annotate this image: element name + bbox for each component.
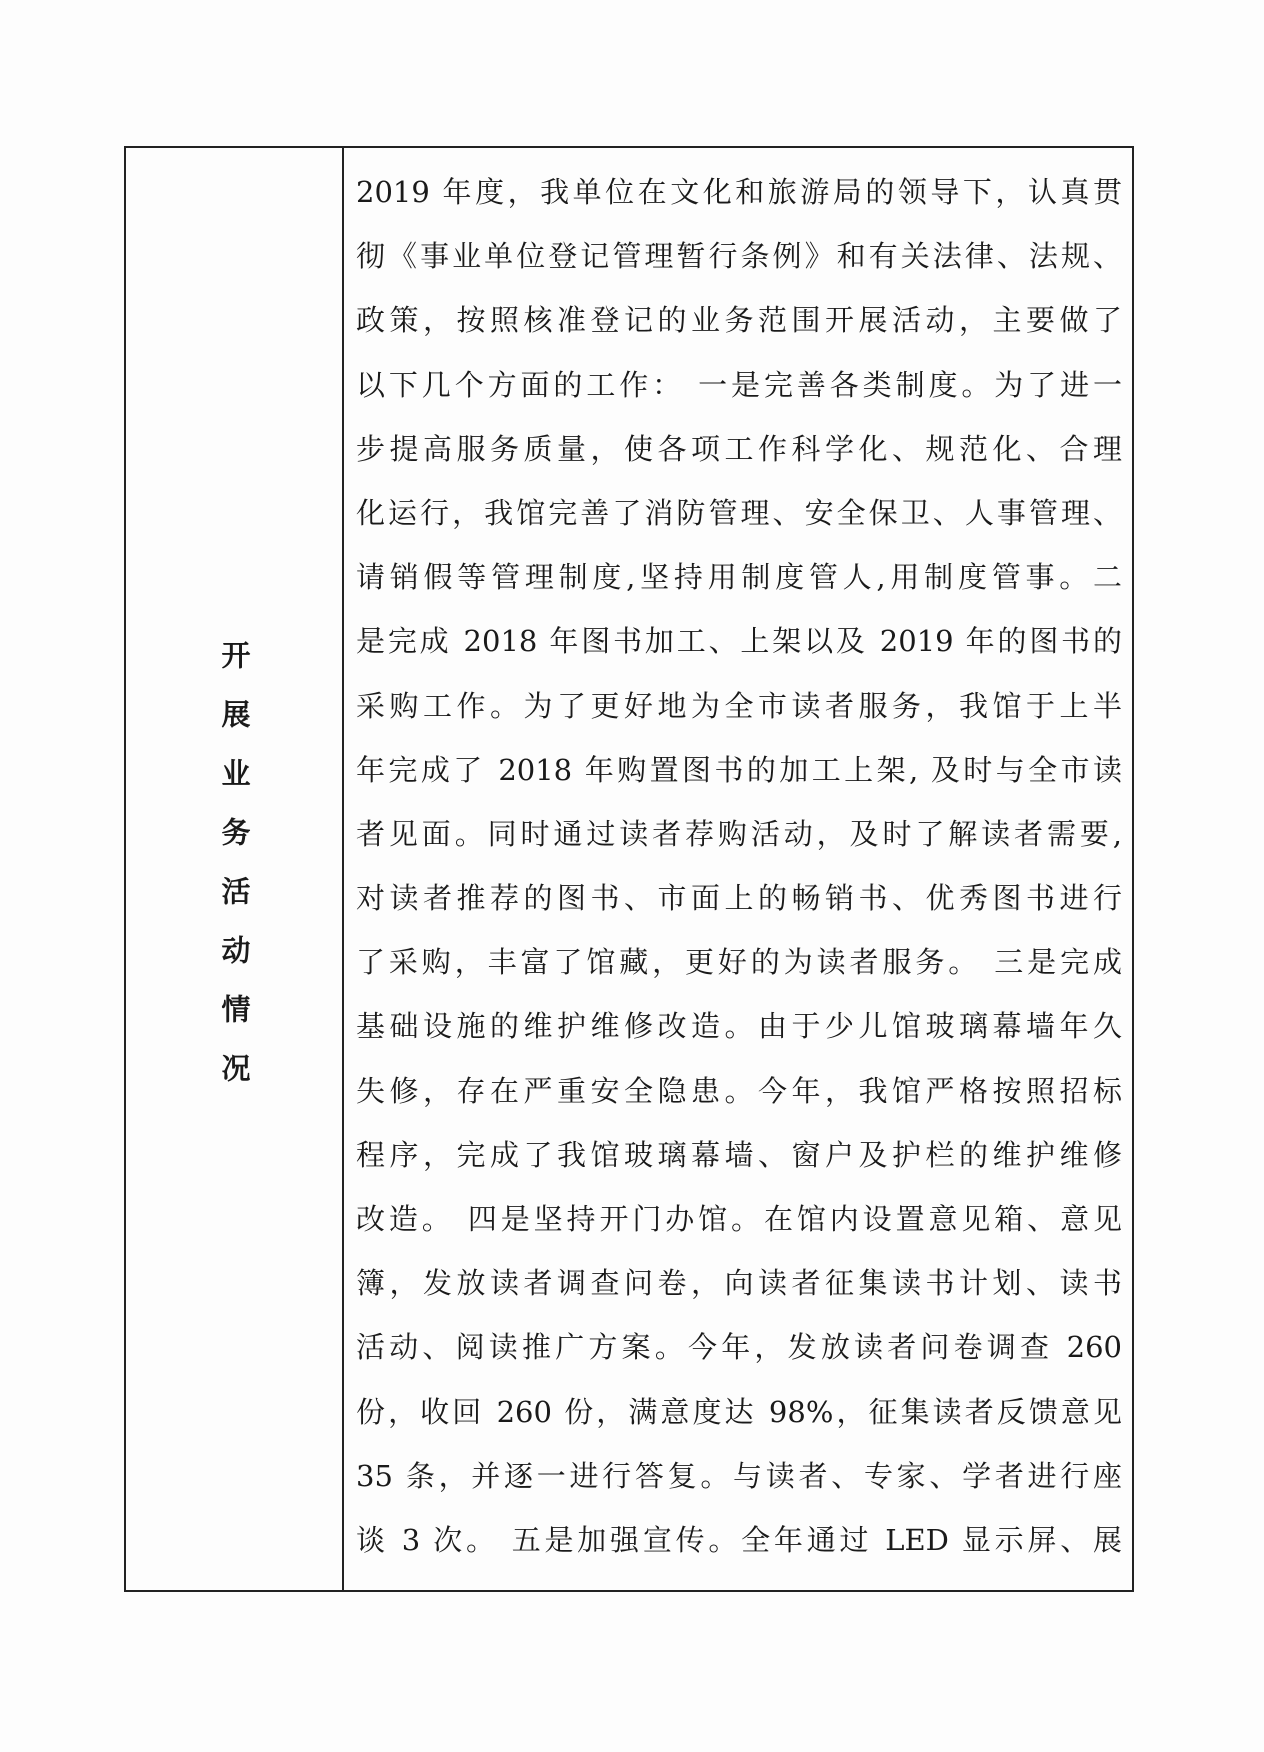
- body-line: 年完成了 2018 年购置图书的加工上架, 及时与全市读: [356, 752, 1122, 787]
- body-line: 彻《事业单位登记管理暂行条例》和有关法律、法规、: [356, 239, 1122, 274]
- body-line: 采购工作。为了更好地为全市读者服务，我馆于上半: [356, 688, 1122, 723]
- body-line: 对读者推荐的图书、市面上的畅销书、优秀图书进行: [356, 881, 1122, 916]
- body-line: 程序，完成了我馆玻璃幕墙、窗户及护栏的维护维修: [356, 1137, 1122, 1172]
- body-line: 化运行，我馆完善了消防管理、安全保卫、人事管理、: [356, 495, 1122, 530]
- section-label: 开展业务活动情况: [217, 640, 252, 1112]
- content-cell: [344, 148, 1132, 1590]
- body-line: 份，收回 260 份，满意度达 98%，征集读者反馈意见: [356, 1394, 1122, 1429]
- body-line: 2019 年度，我单位在文化和旅游局的领导下，认真贯: [356, 175, 1122, 209]
- report-table: [124, 146, 1134, 1592]
- label-cell: [126, 148, 344, 1590]
- body-line: 基础设施的维护维修改造。由于少儿馆玻璃幕墙年久: [356, 1009, 1122, 1044]
- body-line: 谈 3 次。 五是加强宣传。全年通过 LED 显示屏、展: [356, 1522, 1122, 1557]
- body-line: 政策，按照核准登记的业务范围开展活动，主要做了: [356, 303, 1122, 338]
- body-line: 者见面。同时通过读者荐购活动，及时了解读者需要,: [356, 816, 1122, 851]
- body-line: 簿，发放读者调查问卷，向读者征集读书计划、读书: [356, 1266, 1122, 1301]
- body-line: 以下几个方面的工作： 一是完善各类制度。为了进一: [356, 367, 1122, 402]
- body-line: 了采购，丰富了馆藏，更好的为读者服务。 三是完成: [356, 945, 1122, 980]
- body-line: 35 条，并逐一进行答复。与读者、专家、学者进行座: [356, 1458, 1122, 1493]
- body-line: 是完成 2018 年图书加工、上架以及 2019 年的图书的: [356, 624, 1122, 659]
- body-line: 失修，存在严重安全隐患。今年，我馆严格按照招标: [356, 1073, 1122, 1108]
- body-line: 请销假等管理制度,坚持用制度管人,用制度管事。二: [356, 560, 1122, 595]
- body-line: 改造。 四是坚持开门办馆。在馆内设置意见箱、意见: [356, 1202, 1122, 1236]
- body-line: 活动、阅读推广方案。今年，发放读者问卷调查 260: [356, 1330, 1122, 1365]
- body-line: 步提高服务质量，使各项工作科学化、规范化、合理: [356, 431, 1122, 466]
